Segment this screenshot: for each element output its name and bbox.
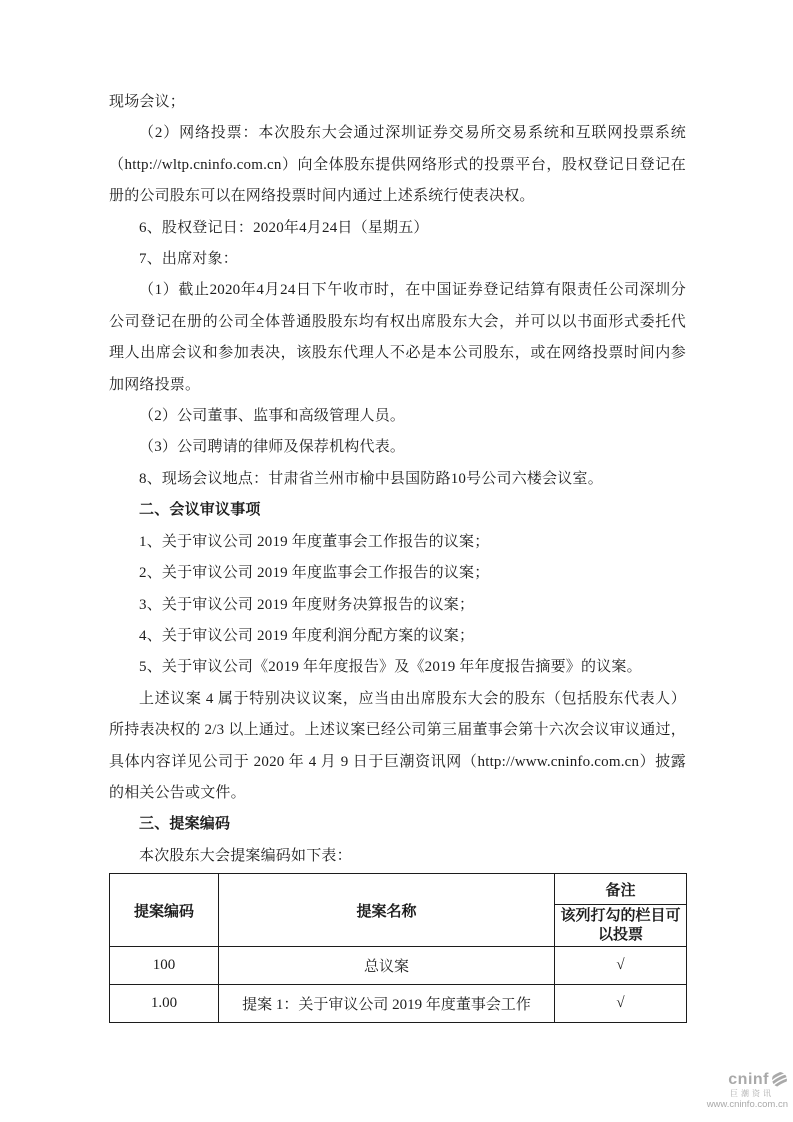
cell-vote-check: √: [555, 985, 687, 1023]
cninfo-url: www.cninfo.com.cn: [706, 1098, 788, 1110]
paragraph: 1、关于审议公司 2019 年度董事会工作报告的议案；: [139, 533, 490, 550]
paragraph: （2）网络投票：本次股东大会通过深圳证券交易所交易系统和互联网投票系统（http://wltp.cninfo.com.cn）向全体股东提供网络形式的投票平台，股权登记日登记在册的公司股东可以在网络投票时间内通过上述系统行使表决权。: [109, 125, 686, 205]
cell-proposal-name: 提案 1：关于审议公司 2019 年度董事会工作: [219, 985, 555, 1023]
cninfo-logo: [707, 1071, 788, 1110]
cninfo-subtitle: 巨潮资讯: [730, 1088, 774, 1098]
section-heading-review-items: 二、会议审议事项: [139, 502, 261, 519]
cell-vote-check: √: [555, 947, 687, 985]
cninfo-brand-text: cninf: [728, 1071, 769, 1089]
cell-proposal-name: 总议案: [219, 947, 555, 985]
cell-proposal-code: 100: [110, 947, 219, 985]
col-header-remark: 备注: [555, 874, 687, 905]
table-row: [110, 985, 687, 1023]
paragraph: 3、关于审议公司 2019 年度财务决算报告的议案；: [139, 596, 475, 613]
document-body: [109, 87, 686, 1023]
paragraph: 4、关于审议公司 2019 年度利润分配方案的议案；: [139, 627, 475, 644]
paragraph: （2）公司董事、监事和高级管理人员。: [139, 408, 406, 425]
paragraph: 7、出席对象：: [139, 251, 238, 268]
paragraph: 6、股权登记日：2020年4月24日（星期五）: [139, 219, 429, 236]
paragraph: （3）公司聘请的律师及保荐机构代表。: [139, 439, 406, 456]
paragraph: 上述议案 4 属于特别决议议案，应当由出席股东大会的股东（包括股东代表人）所持表决权的 2/3 以上通过。上述议案已经公司第三届董事会第十六次会议审议通过，具体内容详见公司于 2020 年 4 月 9 日于巨潮资讯网（http://www.cninfo.com.cn）披露的相关公告或文件。: [109, 690, 686, 801]
paragraph: 5、关于审议公司《2019 年年度报告》及《2019 年年度报告摘要》的议案。: [139, 659, 642, 676]
paragraph: （1）截止2020年4月24日下午收市时，在中国证券登记结算有限责任公司深圳分公司登记在册的公司全体普通股股东均有权出席股东大会，并可以以书面形式委托代理人出席会议和参加表决，该股东代理人不必是本公司股东，或在网络投票时间内参加网络投票。: [109, 282, 686, 393]
table-row: [110, 947, 687, 985]
proposal-table: [109, 873, 687, 1023]
col-header-proposal-name: 提案名称: [219, 874, 555, 947]
paragraph: 现场会议；: [109, 94, 186, 110]
paragraph: 2、关于审议公司 2019 年度监事会工作报告的议案；: [139, 565, 490, 582]
col-header-remark-sub: 该列打勾的栏目可以投票: [555, 905, 687, 947]
cninfo-swirl-icon: [771, 1071, 788, 1088]
col-header-proposal-code: 提案编码: [110, 874, 219, 947]
section-heading-proposal-code: 三、提案编码: [139, 816, 231, 833]
paragraph: 8、现场会议地点：甘肃省兰州市榆中县国防路10号公司六楼会议室。: [139, 470, 603, 487]
paragraph: 本次股东大会提案编码如下表：: [139, 847, 352, 864]
cell-proposal-code: 1.00: [110, 985, 219, 1023]
